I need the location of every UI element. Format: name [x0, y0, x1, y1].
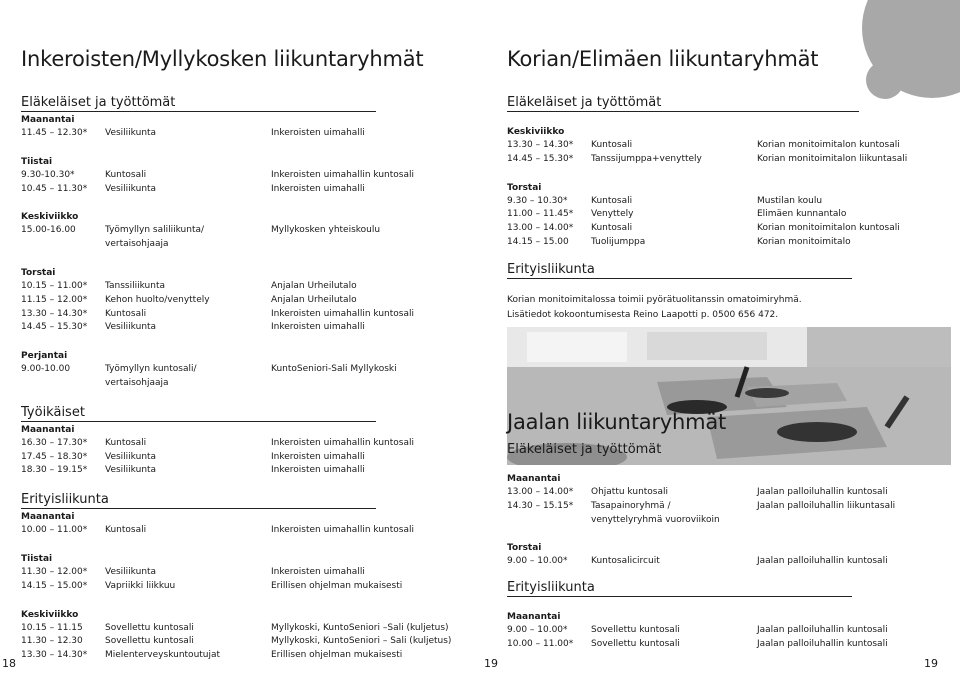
- time-cell: 9.30 – 10.30*: [507, 195, 568, 206]
- location-cell: [271, 238, 441, 252]
- schedule-row: [21, 524, 441, 538]
- page-title-left: Inkeroisten/Myllykosken liikuntaryhmät: [21, 47, 424, 71]
- group-spacer: [21, 141, 441, 154]
- schedule-row: [21, 580, 441, 594]
- location-cell: Anjalan Urheilutalo: [271, 294, 357, 305]
- schedule-row: [507, 514, 907, 528]
- activity-cell: Tanssiliikunta: [105, 280, 165, 291]
- location-cell: Mustilan koulu: [757, 195, 823, 206]
- activity-cell: Tanssijumppa+venyttely: [591, 153, 702, 164]
- left-page-content: [21, 95, 452, 663]
- location-cell: Jaalan palloiluhallin kuntosali: [757, 625, 888, 635]
- time-cell: 13.30 – 14.30*: [21, 308, 88, 319]
- day-label: Maanantai: [507, 474, 561, 484]
- right-page: [480, 0, 960, 674]
- time-cell: 16.30 – 17.30*: [21, 437, 88, 448]
- activity-cell: Ohjattu kuntosali: [591, 487, 669, 497]
- time-cell: 14.45 – 15.30*: [507, 153, 574, 164]
- time-cell: [21, 377, 105, 391]
- activity-cell: Tasapainoryhmä /: [591, 500, 671, 511]
- section-heading: Erityisliikunta: [507, 262, 595, 277]
- schedule-row: [21, 377, 441, 391]
- activity-cell: Mielenterveyskuntoutujat: [105, 650, 221, 661]
- activity-cell: Kuntosali: [105, 437, 147, 448]
- page-number-center: 19: [484, 657, 498, 670]
- time-cell: [21, 238, 105, 252]
- day-label: Torstai: [21, 267, 56, 278]
- activity-cell: Kuntosalicircuit: [591, 556, 660, 567]
- location-cell: [757, 514, 907, 528]
- page-number-right: 19: [924, 657, 938, 670]
- location-cell: Inkeroisten uimahallin kuntosali: [271, 169, 414, 180]
- time-cell: 11.15 – 12.00*: [21, 294, 88, 305]
- time-cell: 11.30 – 12.00*: [21, 566, 88, 577]
- location-cell: [271, 377, 441, 391]
- location-cell: Inkeroisten uimahalli: [271, 128, 365, 138]
- korian-elakelaiset-section: [507, 95, 907, 250]
- heading-rule: [507, 111, 859, 112]
- location-cell: Inkeroisten uimahallin kuntosali: [271, 437, 414, 448]
- activity-cell: Kuntosali: [105, 169, 147, 180]
- schedule-row: [21, 451, 441, 465]
- location-cell: Inkeroisten uimahalli: [271, 451, 365, 462]
- schedule-row: [21, 635, 452, 649]
- page-number-left: 18: [2, 657, 16, 670]
- schedule-section: [21, 405, 441, 478]
- schedule-row: [507, 222, 907, 236]
- day-label: Keskiviikko: [21, 609, 79, 620]
- location-cell: Korian monitoimitalon kuntosali: [757, 223, 900, 234]
- activity-cell: Vesiliikunta: [105, 451, 157, 462]
- activity-cell: Vesiliikunta: [105, 322, 157, 333]
- section-heading: Eläkeläiset ja työttömät: [21, 95, 176, 110]
- location-cell: KuntoSeniori-Sali Myllykoski: [271, 364, 397, 375]
- time-cell: 13.30 – 14.30*: [21, 650, 88, 661]
- activity-cell: Vapriikki liikkuu: [105, 580, 176, 591]
- schedule-row: [21, 238, 441, 252]
- schedule-section: [21, 95, 441, 391]
- schedule-row: [21, 321, 441, 335]
- schedule-row: [507, 153, 907, 167]
- korian-erityisliikunta-section: [507, 262, 907, 323]
- schedule-row: [507, 195, 907, 209]
- schedule-row: [507, 555, 907, 569]
- schedule-row: [21, 437, 441, 451]
- location-cell: Inkeroisten uimahalli: [271, 566, 365, 577]
- day-label: Maanantai: [507, 612, 561, 622]
- time-cell: 11.45 – 12.30*: [21, 128, 88, 138]
- location-cell: Elimäen kunnantalo: [757, 209, 847, 220]
- activity-cell: Kehon huolto/venyttely: [105, 294, 210, 305]
- schedule-row: [21, 464, 441, 478]
- schedule-section: [21, 492, 452, 663]
- time-cell: 9.00 – 10.00*: [507, 625, 568, 635]
- note-line: Lisätiedot kokoontumisesta Reino Laapotti p. 0500 656 472.: [507, 310, 779, 320]
- section-heading: Työikäiset: [21, 404, 85, 420]
- time-cell: 18.30 – 19.15*: [21, 465, 88, 476]
- activity-cell: Sovellettu kuntosali: [105, 622, 194, 633]
- activity-cell: Tuolijumppa: [591, 236, 646, 247]
- location-cell: Inkeroisten uimahalli: [271, 183, 365, 194]
- time-cell: 9.00-10.00: [21, 364, 71, 375]
- schedule-row: [21, 224, 441, 238]
- jaala-erityisliikunta-section: [507, 580, 907, 652]
- group-spacer: [21, 196, 441, 209]
- heading-rule: [21, 421, 376, 422]
- schedule-row: [507, 139, 907, 153]
- group-spacer: [507, 167, 907, 180]
- time-cell: 10.15 – 11.00*: [21, 280, 88, 291]
- activity-cell: Työmyllyn saliliikunta/: [105, 225, 205, 236]
- group-spacer: [21, 335, 441, 348]
- activity-cell: Sovellettu kuntosali: [105, 636, 194, 647]
- activity-cell: venyttelyryhmä vuoroviikoin: [591, 514, 720, 525]
- schedule-row: [21, 127, 441, 141]
- activity-cell: Kuntosali: [591, 223, 633, 234]
- location-cell: Anjalan Urheilutalo: [271, 280, 357, 291]
- schedule-row: [507, 208, 907, 222]
- schedule-row: [21, 280, 441, 294]
- group-spacer: [507, 527, 907, 540]
- activity-cell: Kuntosali: [591, 140, 633, 150]
- schedule-row: [21, 294, 441, 308]
- time-cell: [507, 514, 591, 528]
- activity-cell: Vesiliikunta: [105, 566, 157, 577]
- location-cell: Jaalan palloiluhallin kuntosali: [757, 556, 888, 567]
- time-cell: 14.15 – 15.00*: [21, 580, 88, 591]
- day-label: Perjantai: [21, 351, 68, 362]
- activity-cell: vertaisohjaaja: [105, 377, 169, 388]
- location-cell: Myllykoski, KuntoSeniori – Sali (kuljetus): [271, 636, 452, 647]
- schedule-row: [507, 624, 907, 638]
- day-label: Keskiviikko: [21, 212, 79, 223]
- time-cell: 17.45 – 18.30*: [21, 451, 88, 462]
- day-label: Maanantai: [21, 512, 75, 523]
- time-cell: 10.00 – 11.00*: [507, 638, 574, 649]
- location-cell: Inkeroisten uimahalli: [271, 465, 365, 476]
- location-cell: Erillisen ohjelman mukaisesti: [271, 650, 403, 661]
- time-cell: 14.30 – 15.15*: [507, 500, 574, 511]
- activity-cell: Kuntosali: [105, 525, 147, 536]
- schedule-row: [507, 638, 907, 652]
- activity-cell: Vesiliikunta: [105, 128, 157, 138]
- activity-cell: Vesiliikunta: [105, 465, 157, 476]
- location-cell: Korian monitoimitalon liikuntasali: [757, 153, 908, 164]
- section-heading: Erityisliikunta: [21, 492, 109, 508]
- day-label: Torstai: [507, 182, 542, 193]
- page-title-right: Korian/Elimäen liikuntaryhmät: [507, 47, 819, 71]
- heading-rule: [21, 111, 376, 112]
- time-cell: 13.30 – 14.30*: [507, 140, 574, 150]
- time-cell: 10.00 – 11.00*: [21, 525, 88, 536]
- activity-cell: Sovellettu kuntosali: [591, 625, 680, 635]
- time-cell: 11.30 – 12.30: [21, 636, 83, 647]
- time-cell: 15.00-16.00: [21, 225, 76, 236]
- schedule-row: [21, 649, 441, 663]
- activity-cell: Kuntosali: [105, 308, 147, 319]
- heading-rule: [21, 508, 376, 509]
- time-cell: 10.15 – 11.15: [21, 622, 83, 633]
- schedule-row: [21, 308, 441, 322]
- location-cell: Myllykoski, KuntoSeniori –Sali (kuljetus): [271, 622, 449, 633]
- location-cell: Inkeroisten uimahallin kuntosali: [271, 525, 414, 536]
- section-heading: Erityisliikunta: [507, 580, 595, 595]
- schedule-row: [21, 169, 441, 183]
- time-cell: 13.00 – 14.00*: [507, 223, 574, 234]
- jaala-elakelaiset-section: [507, 442, 907, 569]
- time-cell: 9.30-10.30*: [21, 169, 75, 180]
- time-cell: 11.00 – 11.45*: [507, 209, 574, 220]
- activity-cell: Työmyllyn kuntosali/: [105, 364, 197, 375]
- jaala-title: Jaalan liikuntaryhmät: [507, 410, 727, 434]
- group-spacer: [21, 252, 441, 265]
- time-cell: 10.45 – 11.30*: [21, 183, 88, 194]
- location-cell: Myllykosken yhteiskoulu: [271, 225, 381, 236]
- day-label: Keskiviikko: [507, 127, 565, 137]
- schedule-row: [507, 486, 907, 500]
- schedule-row: [21, 566, 441, 580]
- time-cell: 14.45 – 15.30*: [21, 322, 88, 333]
- section-heading: Eläkeläiset ja työttömät: [507, 95, 662, 110]
- day-label: Maanantai: [21, 424, 75, 435]
- day-label: Torstai: [507, 543, 542, 554]
- location-cell: Erillisen ohjelman mukaisesti: [271, 580, 403, 591]
- note-line: Korian monitoimitalossa toimii pyörätuolitanssin omatoimiryhmä.: [507, 295, 802, 305]
- activity-cell: Sovellettu kuntosali: [591, 638, 680, 649]
- location-cell: Korian monitoimitalon kuntosali: [757, 140, 900, 150]
- schedule-row: [507, 500, 907, 514]
- schedule-row: [21, 622, 449, 636]
- location-cell: Korian monitoimitalo: [757, 236, 851, 247]
- time-cell: 9.00 – 10.00*: [507, 556, 568, 567]
- location-cell: Inkeroisten uimahalli: [271, 322, 365, 333]
- day-label: Maanantai: [21, 115, 75, 125]
- location-cell: Jaalan palloiluhallin kuntosali: [757, 487, 888, 497]
- section-heading: Eläkeläiset ja työttömät: [507, 442, 662, 457]
- activity-cell: Venyttely: [591, 209, 634, 220]
- activity-cell: Kuntosali: [591, 195, 633, 206]
- location-cell: Jaalan palloiluhallin kuntosali: [757, 638, 888, 649]
- group-spacer: [21, 594, 441, 607]
- location-cell: Inkeroisten uimahallin kuntosali: [271, 308, 414, 319]
- day-label: Tiistai: [21, 553, 53, 564]
- day-label: Tiistai: [21, 156, 53, 167]
- time-cell: 14.15 – 15.00: [507, 236, 569, 247]
- heading-rule: [507, 278, 852, 279]
- location-cell: Jaalan palloiluhallin liikuntasali: [757, 500, 896, 511]
- activity-cell: Vesiliikunta: [105, 183, 157, 194]
- group-spacer: [21, 538, 441, 551]
- schedule-row: [507, 236, 907, 250]
- schedule-row: [21, 183, 441, 197]
- activity-cell: vertaisohjaaja: [105, 239, 169, 250]
- schedule-row: [21, 363, 441, 377]
- heading-rule: [507, 596, 852, 597]
- time-cell: 13.00 – 14.00*: [507, 487, 574, 497]
